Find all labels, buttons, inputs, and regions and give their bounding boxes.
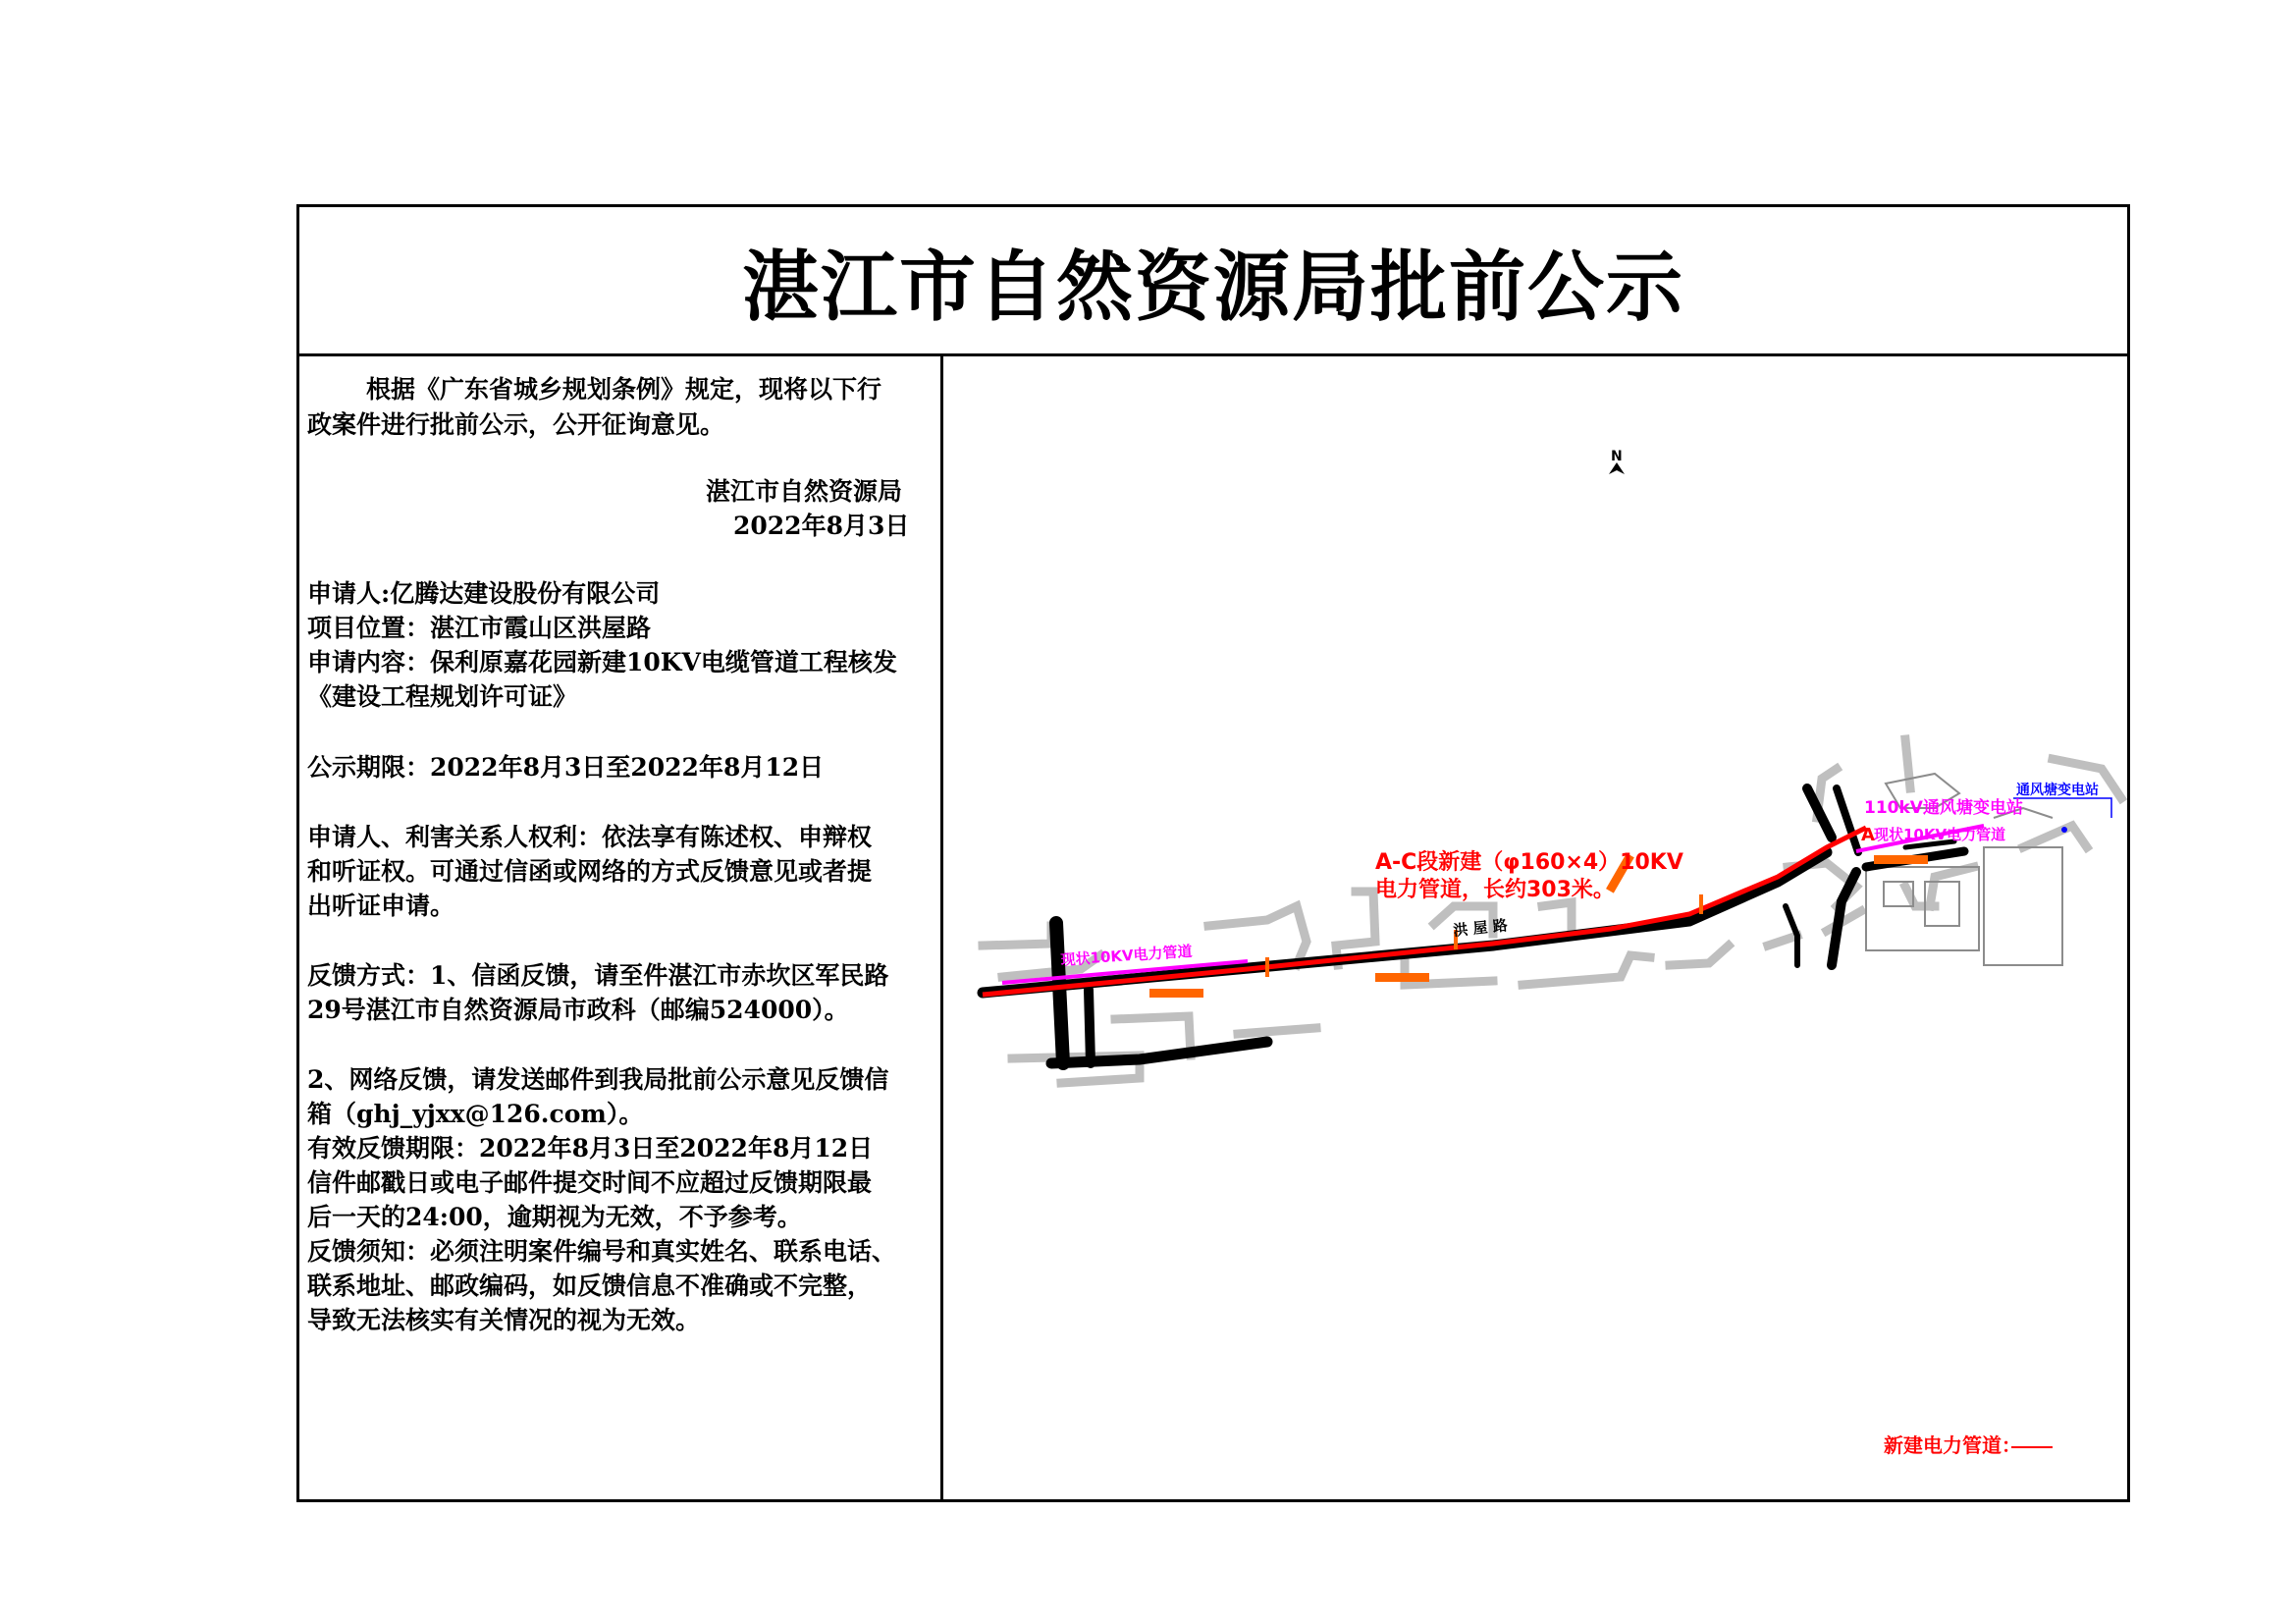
existing-pipe-label-left: 现状10KV电力管道 bbox=[1060, 942, 1194, 969]
legend-text: 新建电力管道： bbox=[1884, 1434, 2021, 1457]
rights-line-1: 申请人、利害关系人权利：依法享有陈述权、申辩权 bbox=[307, 823, 873, 851]
pipe-annotation-line-1: A-C段新建（φ160×4）10KV bbox=[1375, 850, 1683, 875]
applicant: 申请人:亿腾达建设股份有限公司 bbox=[307, 579, 661, 608]
notice-line-3: 导致无法核实有关情况的视为无效。 bbox=[307, 1306, 701, 1334]
existing-pipe-label-right: 现状10KV电力管道 bbox=[1874, 826, 2006, 843]
point-a-label: A bbox=[1861, 825, 1875, 845]
rights-line-3: 出听证申请。 bbox=[307, 892, 455, 920]
north-arrow-icon bbox=[1609, 449, 1625, 474]
feedback-letter-line-2: 29号湛江市自然资源局市政科（邮编524000）。 bbox=[307, 996, 849, 1024]
substation-dot bbox=[2061, 827, 2067, 833]
issuer-date: 2022年8月3日 bbox=[733, 512, 910, 540]
substation-box-label: 通风塘变电站 bbox=[2016, 783, 2099, 798]
north-label: N bbox=[1611, 449, 1623, 464]
deadline-line-1: 信件邮戳日或电子邮件提交时间不应超过反馈期限最 bbox=[307, 1168, 873, 1197]
notice-text-panel bbox=[299, 356, 943, 1499]
rights-line-2: 和听证权。可通过信函或网络的方式反馈意见或者提 bbox=[307, 857, 873, 886]
feedback-letter-line-1: 反馈方式：1、信函反馈，请至件湛江市赤坎区军民路 bbox=[307, 961, 889, 990]
issuer-name: 湛江市自然资源局 bbox=[706, 477, 903, 506]
site-map bbox=[943, 356, 2127, 1499]
intro-line-1: 根据《广东省城乡规划条例》规定，现将以下行 bbox=[366, 375, 882, 404]
road-name: 洪 屋 路 bbox=[1452, 916, 1509, 940]
notice-line-2: 联系地址、邮政编码，如反馈信息不准确或不完整， bbox=[307, 1271, 873, 1300]
title-row bbox=[299, 207, 2127, 356]
feedback-email-line-2: 箱（ghj_yjxx@126.com）。 bbox=[307, 1100, 644, 1128]
publicity-period: 公示期限：2022年8月3日至2022年8月12日 bbox=[307, 753, 825, 782]
substation-label: 110kV通风塘变电站 bbox=[1864, 798, 2023, 818]
map-panel bbox=[943, 356, 2127, 1499]
page-title: 湛江市自然资源局批前公示 bbox=[741, 242, 1684, 332]
project-location: 项目位置：湛江市霞山区洪屋路 bbox=[307, 614, 652, 642]
application-content-line-1: 申请内容：保利原嘉花园新建10KV电缆管道工程核发 bbox=[307, 648, 897, 676]
notice-board bbox=[296, 204, 2130, 1502]
surrounding-buildings bbox=[983, 739, 2121, 1083]
substation bbox=[2013, 782, 2111, 833]
feedback-email-line-1: 2、网络反馈，请发送邮件到我局批前公示意见反馈信 bbox=[307, 1065, 889, 1094]
valid-feedback-period: 有效反馈期限：2022年8月3日至2022年8月12日 bbox=[307, 1134, 874, 1163]
pipe-annotation-line-2: 电力管道，长约303米。 bbox=[1375, 878, 1615, 902]
substation-outline bbox=[2013, 798, 2111, 818]
application-content-line-2: 《建设工程规划许可证》 bbox=[307, 682, 578, 711]
deadline-line-2: 后一天的24:00，逾期视为无效，不予参考。 bbox=[307, 1203, 802, 1231]
intro-line-2: 政案件进行批前公示，公开征询意见。 bbox=[307, 410, 725, 439]
notice-line-1: 反馈须知：必须注明案件编号和真实姓名、联系电话、 bbox=[307, 1237, 897, 1266]
